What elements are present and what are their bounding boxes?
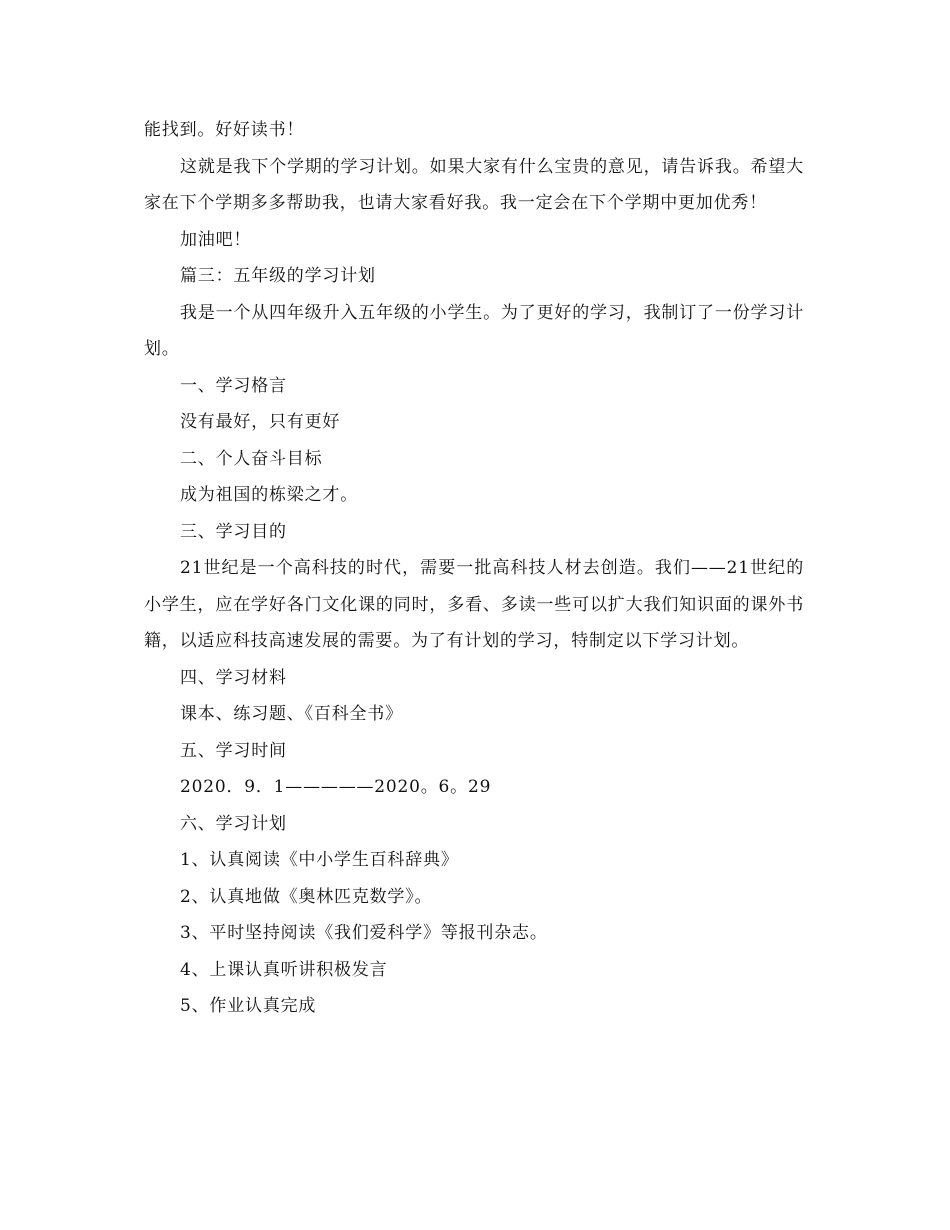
paragraph: 21世纪是一个高科技的时代，需要一批高科技人材去创造。我们——21世纪的小学生，应在学好各门文化课的同时，多看、多读一些可以扩大我们知识面的课外书籍，以适应科技高速发展的需要。为了有计划的学习，特制定以下学习计划。	[144, 558, 804, 651]
section-heading: 篇三：五年级的学习计划	[180, 266, 376, 286]
paragraph: 能找到。好好读书！	[144, 120, 305, 140]
section-heading: 三、学习目的	[180, 521, 287, 542]
list-item: 5、作业认真完成	[180, 996, 317, 1016]
paragraph: 课本、练习题、《百科全书》	[180, 704, 403, 724]
paragraph: 加油吧！	[180, 229, 252, 250]
section-heading: 四、学习材料	[180, 667, 287, 688]
list-item: 2、认真地做《奥林匹克数学》。	[180, 886, 433, 907]
section-heading: 一、学习格言	[180, 375, 287, 396]
paragraph: 没有最好，只有更好	[180, 412, 341, 432]
section-heading: 六、学习计划	[180, 813, 287, 834]
paragraph: 2020．9．1—————2020。6。29	[180, 777, 492, 797]
paragraph: 成为祖国的栋梁之才。	[180, 485, 358, 505]
list-item: 1、认真阅读《中小学生百科辞典》	[180, 850, 459, 870]
list-item: 3、平时坚持阅读《我们爱科学》等报刊杂志。	[180, 923, 548, 943]
section-heading: 五、学习时间	[180, 740, 287, 761]
section-heading: 二、个人奋斗目标	[180, 448, 323, 469]
paragraph: 这就是我下个学期的学习计划。如果大家有什么宝贵的意见，请告诉我。希望大家在下个学期多多帮助我，也请大家看好我。我一定会在下个学期中更加优秀！	[144, 156, 804, 213]
document-body	[144, 112, 804, 1025]
paragraph: 我是一个从四年级升入五年级的小学生。为了更好的学习，我制订了一份学习计划。	[144, 302, 804, 359]
list-item: 4、上课认真听讲积极发言	[180, 959, 388, 980]
